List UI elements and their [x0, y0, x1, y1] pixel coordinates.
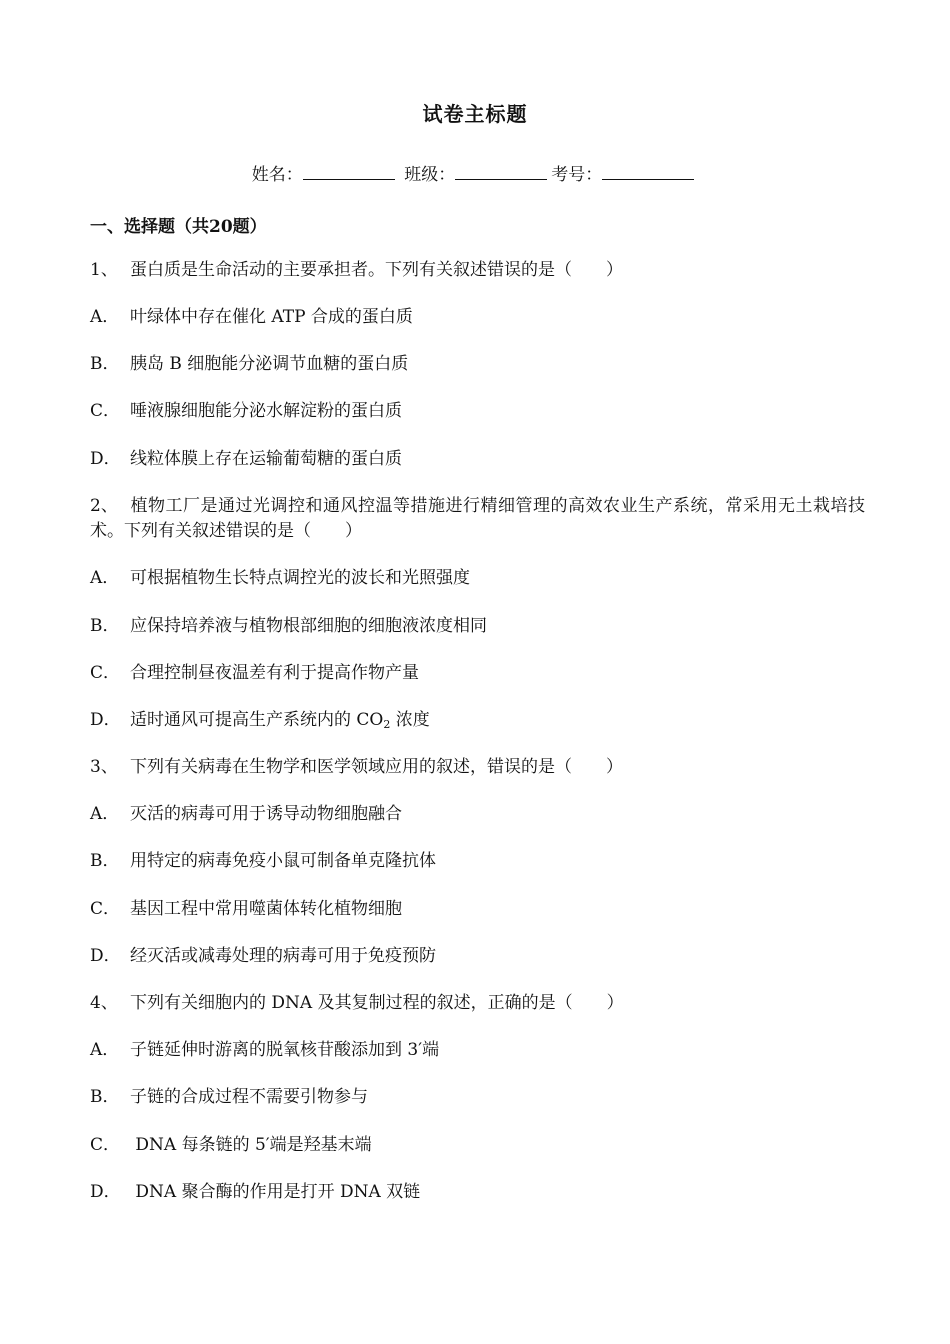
- option-label: B．: [90, 354, 120, 374]
- question-4-option-d[interactable]: [90, 1180, 865, 1205]
- option-text: 唾液腺细胞能分泌水解淀粉的蛋白质: [130, 401, 402, 421]
- student-info-line: [0, 160, 950, 185]
- question-2-option-b[interactable]: [90, 614, 865, 639]
- option-text: 基因工程中常用噬菌体转化植物细胞: [130, 899, 402, 919]
- question-number: 4、: [90, 993, 118, 1013]
- question-2-stem: [90, 494, 865, 544]
- class-blank[interactable]: [455, 161, 547, 180]
- option-label: C．: [90, 1135, 121, 1155]
- question-number: 2、: [90, 496, 118, 516]
- option-label: A．: [90, 1040, 120, 1060]
- option-label: B．: [90, 851, 120, 871]
- option-text: DNA 聚合酶的作用是打开 DNA 双链: [130, 1182, 421, 1202]
- section-heading: 一、选择题（共20题）: [90, 217, 267, 237]
- option-label: C．: [90, 401, 121, 421]
- question-2-option-d[interactable]: [90, 708, 865, 737]
- option-label: A．: [90, 307, 120, 327]
- option-text: 应保持培养液与植物根部细胞的细胞液浓度相同: [130, 616, 487, 636]
- option-text: 叶绿体中存在催化 ATP 合成的蛋白质: [130, 307, 413, 327]
- question-4-stem: [90, 991, 865, 1016]
- question-1-option-d[interactable]: [90, 447, 865, 472]
- option-label: D．: [90, 449, 121, 469]
- question-1-option-a[interactable]: [90, 305, 865, 330]
- question-3-option-d[interactable]: [90, 944, 865, 969]
- name-label: 姓名：: [251, 165, 303, 185]
- option-label: A．: [90, 568, 120, 588]
- question-1-stem: [90, 258, 865, 283]
- question-4-option-b[interactable]: [90, 1085, 865, 1110]
- question-text: 植物工厂是通过光调控和通风控温等措施进行精细管理的高效农业生产系统，常采用无土栽培技术。下列有关叙述错误的是（ ）: [90, 496, 865, 541]
- question-3-stem: [90, 755, 865, 780]
- question-text: 下列有关病毒在生物学和医学领域应用的叙述，错误的是（ ）: [130, 757, 623, 777]
- option-text: 线粒体膜上存在运输葡萄糖的蛋白质: [130, 449, 402, 469]
- exam-no-label: 考号：: [551, 165, 603, 185]
- option-label: A．: [90, 804, 120, 824]
- co2-subscript: 2: [383, 718, 391, 731]
- question-number: 3、: [90, 757, 118, 777]
- question-2-option-a[interactable]: [90, 566, 865, 591]
- question-1-option-b[interactable]: [90, 352, 865, 377]
- option-text: 经灭活或减毒处理的病毒可用于免疫预防: [130, 946, 436, 966]
- question-4-option-c[interactable]: [90, 1133, 865, 1158]
- class-label: 班级：: [404, 165, 456, 185]
- question-1-option-c[interactable]: [90, 399, 865, 424]
- question-3-option-c[interactable]: [90, 897, 865, 922]
- question-2-option-c[interactable]: [90, 661, 865, 686]
- name-blank[interactable]: [303, 161, 395, 180]
- question-3-option-a[interactable]: [90, 802, 865, 827]
- option-label: B．: [90, 616, 120, 636]
- question-text: 下列有关细胞内的 DNA 及其复制过程的叙述，正确的是（ ）: [130, 993, 624, 1013]
- option-label: C．: [90, 663, 121, 683]
- option-text: 子链的合成过程不需要引物参与: [130, 1087, 368, 1107]
- question-4-option-a[interactable]: [90, 1038, 865, 1063]
- exam-title: 试卷主标题: [422, 102, 528, 126]
- option-text-before: 适时通风可提高生产系统内的 CO: [130, 710, 384, 730]
- option-label: D．: [90, 946, 121, 966]
- option-text: 胰岛 B 细胞能分泌调节血糖的蛋白质: [130, 354, 409, 374]
- option-label: C．: [90, 899, 121, 919]
- option-text: 用特定的病毒免疫小鼠可制备单克隆抗体: [130, 851, 436, 871]
- option-label: B．: [90, 1087, 120, 1107]
- option-text-after: 浓度: [390, 710, 430, 730]
- option-text: 灭活的病毒可用于诱导动物细胞融合: [130, 804, 402, 824]
- option-text: 合理控制昼夜温差有利于提高作物产量: [130, 663, 419, 683]
- question-text: 蛋白质是生命活动的主要承担者。下列有关叙述错误的是（ ）: [130, 260, 623, 280]
- question-number: 1、: [90, 260, 118, 280]
- option-text: DNA 每条链的 5′端是羟基末端: [130, 1135, 372, 1155]
- option-label: D．: [90, 710, 121, 730]
- option-label: D．: [90, 1182, 121, 1202]
- exam-no-blank[interactable]: [602, 161, 694, 180]
- option-text: 可根据植物生长特点调控光的波长和光照强度: [130, 568, 470, 588]
- option-text: 子链延伸时游离的脱氧核苷酸添加到 3′端: [130, 1040, 440, 1060]
- question-3-option-b[interactable]: [90, 849, 865, 874]
